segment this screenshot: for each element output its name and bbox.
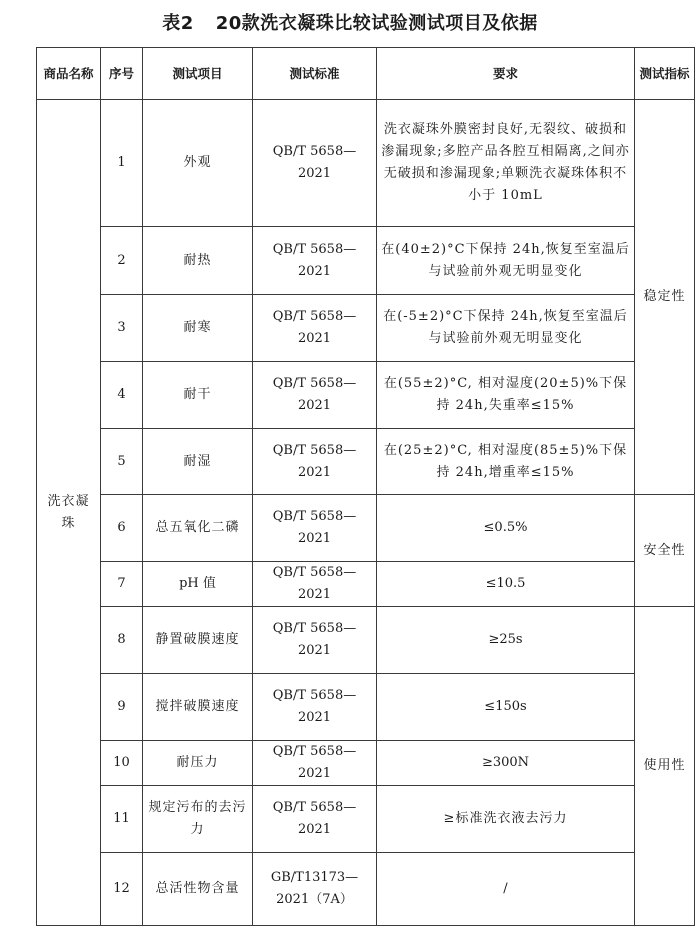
header-row xyxy=(37,48,695,100)
standard-cell: QB/T 5658—2021 xyxy=(253,607,377,674)
standard-cell: QB/T 5658—2021 xyxy=(253,227,377,295)
seq-cell: 6 xyxy=(101,495,143,562)
requirement-cell: 洗衣凝珠外膜密封良好,无裂纹、破损和渗漏现象;多腔产品各腔互相隔离,之间亦无破损和渗漏现象;单颗洗衣凝珠体积不小于 10mL xyxy=(377,100,635,227)
standard-cell: QB/T 5658—2021 xyxy=(253,100,377,227)
requirement-cell: 在(25±2)°C, 相对湿度(85±5)%下保持 24h,增重率≤15% xyxy=(377,429,635,495)
item-cell: 规定污布的去污力 xyxy=(143,786,253,853)
requirement-cell: ≤150s xyxy=(377,674,635,741)
item-cell: 搅拌破膜速度 xyxy=(143,674,253,741)
requirement-cell: 在(40±2)°C下保持 24h,恢复至室温后与试验前外观无明显变化 xyxy=(377,227,635,295)
header-item: 测试项目 xyxy=(143,48,253,100)
table-row xyxy=(37,227,695,295)
table-title-text: 20款洗衣凝珠比较试验测试项目及依据 xyxy=(215,13,538,34)
requirement-cell: ≥300N xyxy=(377,741,635,786)
requirement-cell: ≤10.5 xyxy=(377,562,635,607)
header-requirement: 要求 xyxy=(377,48,635,100)
requirement-cell: 在(55±2)°C, 相对湿度(20±5)%下保持 24h,失重率≤15% xyxy=(377,362,635,429)
item-cell: 静置破膜速度 xyxy=(143,607,253,674)
table-row xyxy=(37,495,695,562)
item-cell: 耐湿 xyxy=(143,429,253,495)
item-cell: 总五氧化二磷 xyxy=(143,495,253,562)
seq-cell: 8 xyxy=(101,607,143,674)
seq-cell: 5 xyxy=(101,429,143,495)
table-row xyxy=(37,741,695,786)
seq-cell: 12 xyxy=(101,853,143,926)
table-row xyxy=(37,562,695,607)
standard-cell: QB/T 5658—2021 xyxy=(253,429,377,495)
seq-cell: 7 xyxy=(101,562,143,607)
seq-cell: 10 xyxy=(101,741,143,786)
seq-cell: 11 xyxy=(101,786,143,853)
requirement-cell: / xyxy=(377,853,635,926)
test-items-table xyxy=(36,47,695,926)
table-row xyxy=(37,362,695,429)
standard-cell: QB/T 5658—2021 xyxy=(253,295,377,362)
item-cell: 耐干 xyxy=(143,362,253,429)
indicator-cell-usability: 使用性 xyxy=(635,607,695,926)
table-row xyxy=(37,100,695,227)
seq-cell: 1 xyxy=(101,100,143,227)
requirement-cell: ≥标准洗衣液去污力 xyxy=(377,786,635,853)
table-row xyxy=(37,429,695,495)
header-product: 商品名称 xyxy=(37,48,101,100)
standard-cell: QB/T 5658—2021 xyxy=(253,495,377,562)
table-title xyxy=(0,0,700,44)
table-row xyxy=(37,674,695,741)
table-row xyxy=(37,853,695,926)
header-indicator: 测试指标 xyxy=(635,48,695,100)
standard-cell: QB/T 5658—2021 xyxy=(253,674,377,741)
seq-cell: 9 xyxy=(101,674,143,741)
indicator-cell-stability: 稳定性 xyxy=(635,100,695,495)
standard-cell: QB/T 5658—2021 xyxy=(253,786,377,853)
seq-cell: 2 xyxy=(101,227,143,295)
seq-cell: 3 xyxy=(101,295,143,362)
item-cell: 耐压力 xyxy=(143,741,253,786)
table-title-label: 表2 xyxy=(162,13,194,34)
standard-cell: QB/T 5658—2021 xyxy=(253,362,377,429)
requirement-cell: 在(-5±2)°C下保持 24h,恢复至室温后与试验前外观无明显变化 xyxy=(377,295,635,362)
item-cell: pH 值 xyxy=(143,562,253,607)
item-cell: 外观 xyxy=(143,100,253,227)
product-name-cell: 洗衣凝珠 xyxy=(37,100,101,926)
table-row xyxy=(37,786,695,853)
requirement-cell: ≥25s xyxy=(377,607,635,674)
standard-cell: QB/T 5658—2021 xyxy=(253,741,377,786)
item-cell: 耐热 xyxy=(143,227,253,295)
item-cell: 耐寒 xyxy=(143,295,253,362)
header-standard: 测试标准 xyxy=(253,48,377,100)
standard-cell: QB/T 5658—2021 xyxy=(253,562,377,607)
requirement-cell: ≤0.5% xyxy=(377,495,635,562)
item-cell: 总活性物含量 xyxy=(143,853,253,926)
table-row xyxy=(37,295,695,362)
header-seq: 序号 xyxy=(101,48,143,100)
indicator-cell-safety: 安全性 xyxy=(635,495,695,607)
seq-cell: 4 xyxy=(101,362,143,429)
table-row xyxy=(37,607,695,674)
standard-cell: GB/T13173—2021（7A） xyxy=(253,853,377,926)
